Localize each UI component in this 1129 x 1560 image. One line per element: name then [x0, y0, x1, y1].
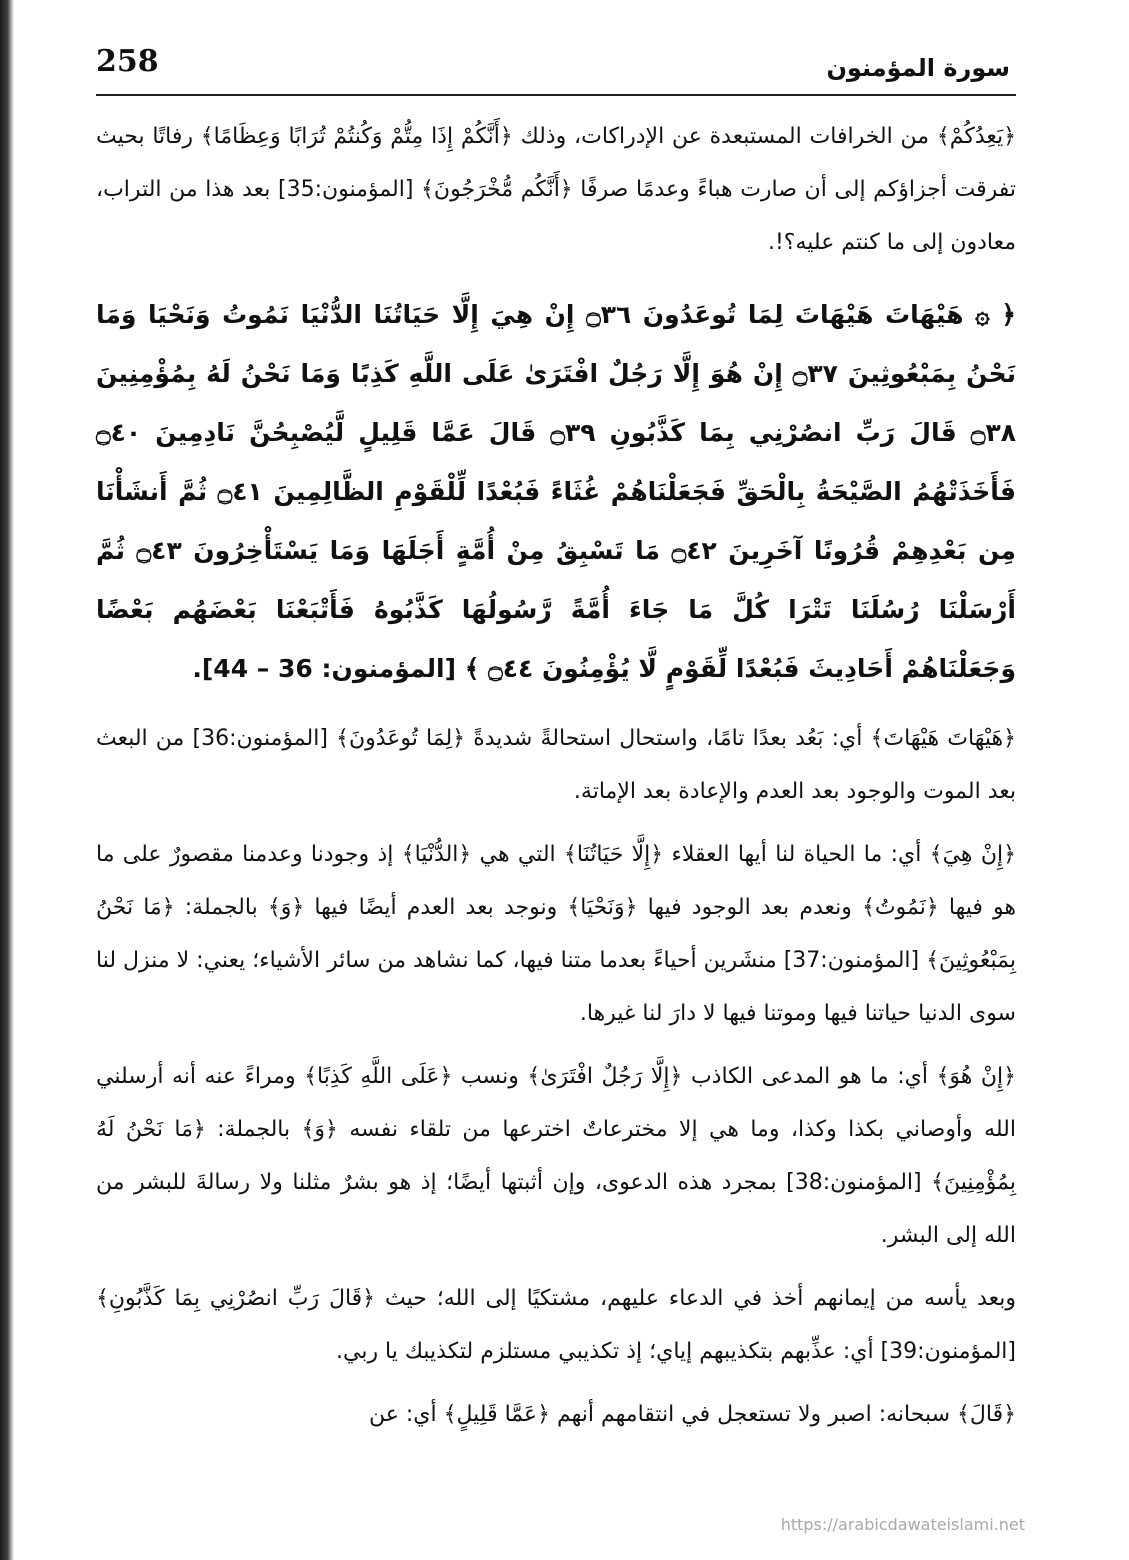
page-header: [96, 44, 1016, 96]
watermark-url: https://arabicdawateislami.net: [780, 1515, 1025, 1534]
scan-edge-shadow: [0, 0, 14, 1560]
page-number: 258: [96, 44, 159, 79]
paragraph-qala: ﴿قَالَ﴾ سبحانه: اصبر ولا تستعجل في انتقامهم أنهم ﴿عَمَّا قَلِيلٍ﴾ أي: عن: [368, 1402, 1016, 1427]
surah-title: سورة المؤمنون: [826, 54, 1010, 82]
paragraph-dua: وبعد يأسه من إيمانهم أخذ في الدعاء عليهم، مشتكيًا إلى الله؛ حيث ﴿قَالَ رَبِّ انصُرْنِي بِمَا كَذَّبُونِ﴾ [المؤمنون:39] أي: عذِّبهم بتكذيبهم إياي؛ إذ تكذيبي مستلزم لتكذيبك يا ربي.: [96, 1286, 1016, 1364]
paragraph-in-hiya: ﴿إِنْ هِيَ﴾ أي: ما الحياة لنا أيها العقلاء ﴿إِلَّا حَيَاتُنَا﴾ التي هي ﴿الدُّنْيَا﴾ إذ وجودنا وعدمنا مقصورٌ على ما هو فيها ﴿نَمُوتُ﴾ ونعدم بعد الوجود فيها ﴿وَنَحْيَا﴾ ونوجد بعد العدم أيضًا فيها ﴿وَ﴾ بالجملة: ﴿مَا نَحْنُ بِمَبْعُوثِينَ﴾ [المؤمنون:37] منشَرين أحياءً بعدما متنا فيها، كما نشاهد من سائر الأشياء؛ يعني: لا منزل لنا سوى الدنيا حياتنا فيها وموتنا فيها لا دارَ لنا غيرها.: [96, 842, 1016, 1026]
paragraph-in-huwa: ﴿إِنْ هُوَ﴾ أي: ما هو المدعى الكاذب ﴿إِلَّا رَجُلٌ افْتَرَىٰ﴾ ونسب ﴿عَلَى اللَّهِ كَذِبًا﴾ ومراءً عنه أنه أرسلني الله وأوصاني بكذا وكذا، وما هي إلا مخترعاتٌ اخترعها من تلقاء نفسه ﴿وَ﴾ بالجملة: ﴿مَا نَحْنُ لَهُ بِمُؤْمِنِينَ﴾ [المؤمنون:38] بمجرد هذه الدعوى، وإن أثبتها أيضًا؛ إذ هو بشرٌ مثلنا ولا رسالةَ للبشر من الله إلى البشر.: [96, 1064, 1016, 1248]
page-body: [96, 110, 1016, 1510]
quran-verses-block: ﴿ ۞ هَيْهَاتَ هَيْهَاتَ لِمَا تُوعَدُونَ ۝٣٦ إِنْ هِيَ إِلَّا حَيَاتُنَا الدُّنْيَا نَمُوتُ وَنَحْيَا وَمَا نَحْنُ بِمَبْعُوثِينَ ۝٣٧ إِنْ هُوَ إِلَّا رَجُلٌ افْتَرَىٰ عَلَى اللَّهِ كَذِبًا وَمَا نَحْنُ لَهُ بِمُؤْمِنِينَ ۝٣٨ قَالَ رَبِّ انصُرْنِي بِمَا كَذَّبُونِ ۝٣٩ قَالَ عَمَّا قَلِيلٍ لَّيُصْبِحُنَّ نَادِمِينَ ۝٤٠ فَأَخَذَتْهُمُ الصَّيْحَةُ بِالْحَقِّ فَجَعَلْنَاهُمْ غُثَاءً فَبُعْدًا لِّلْقَوْمِ الظَّالِمِينَ ۝٤١ ثُمَّ أَنشَأْنَا مِن بَعْدِهِمْ قُرُونًا آخَرِينَ ۝٤٢ مَا تَسْبِقُ مِنْ أُمَّةٍ أَجَلَهَا وَمَا يَسْتَأْخِرُونَ ۝٤٣ ثُمَّ أَرْسَلْنَا رُسُلَنَا تَتْرَا كُلَّ مَا جَاءَ أُمَّةً رَّسُولُهَا كَذَّبُوهُ فَأَتْبَعْنَا بَعْضَهُم بَعْضًا وَجَعَلْنَاهُمْ أَحَادِيثَ فَبُعْدًا لِّقَوْمٍ لَّا يُؤْمِنُونَ ۝٤٤ ﴾ [المؤمنون: 36 – 44].: [96, 300, 1017, 683]
paragraph-haihat: ﴿هَيْهَاتَ هَيْهَاتَ﴾ أي: بَعُد بعدًا تامًا، واستحال استحالةً شديدةً ﴿لِمَا تُوعَدُونَ﴾ [المؤمنون:36] من البعث بعد الموت والوجود بعد العدم والإعادة بعد الإماتة.: [96, 726, 1016, 804]
paragraph-intro: ﴿يَعِدُكُمْ﴾ من الخرافات المستبعدة عن الإدراكات، وذلك ﴿أَنَّكُمْ إِذَا مِتُّمْ وَكُنتُمْ تُرَابًا وَعِظَامًا﴾ رفاتًا بحيث تفرقت أجزاؤكم إلى أن صارت هباءً وعدمًا صرفًا ﴿أَنَّكُم مُّخْرَجُونَ﴾ [المؤمنون:35] بعد هذا من التراب، معادون إلى ما كنتم عليه؟!.: [96, 124, 1016, 255]
